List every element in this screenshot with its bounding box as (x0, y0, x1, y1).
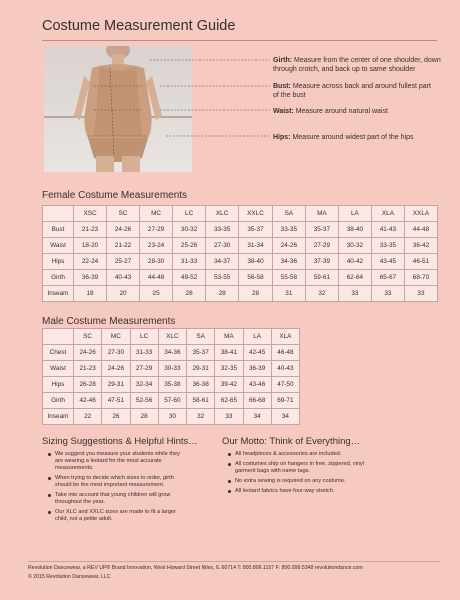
female-size-la: LA (338, 206, 371, 222)
table-cell: 34 (271, 409, 299, 425)
table-cell: 25-26 (173, 238, 206, 254)
footer-divider (28, 561, 440, 562)
female-size-mc: MC (140, 206, 173, 222)
table-cell: 37-39 (305, 254, 338, 270)
table-cell: 36-42 (404, 238, 437, 254)
list-item: Take into account that young children will grow throughout the year. (48, 492, 180, 506)
table-cell: 34-36 (272, 254, 305, 270)
table-cell: 21-23 (74, 361, 102, 377)
table-cell: 46-48 (271, 345, 299, 361)
table-cell: 55-58 (272, 270, 305, 286)
table-cell: 43-45 (371, 254, 404, 270)
table-cell: 26 (102, 409, 130, 425)
table-row (43, 270, 438, 286)
female-size-xla: XLA (371, 206, 404, 222)
table-cell: 33 (404, 286, 437, 302)
male-size-sc: SC (74, 329, 102, 345)
table-cell: 49-52 (173, 270, 206, 286)
table-cell: 36-38 (187, 377, 215, 393)
male-size-mc: MC (102, 329, 130, 345)
table-cell: 24-26 (107, 222, 140, 238)
table-cell: 28 (239, 286, 273, 302)
female-size-xsc: XSC (74, 206, 107, 222)
table-cell: 47-50 (271, 377, 299, 393)
list-item: All headpieces & accessories are included. (228, 451, 378, 458)
list-item: We suggest you measure your students while they are wearing a leotard for the most accurate measurements. (48, 451, 180, 472)
female-size-header (43, 206, 438, 222)
male-row-label: Hips (43, 377, 74, 393)
table-cell: 22-24 (74, 254, 107, 270)
male-row-label: Waist (43, 361, 74, 377)
list-item: No extra sewing is required on any costume. (228, 478, 378, 485)
female-size-sa: SA (272, 206, 305, 222)
table-cell: 44-48 (404, 222, 437, 238)
male-table-title: Male Costume Measurements (42, 316, 176, 327)
table-row (43, 345, 300, 361)
table-cell: 20 (107, 286, 140, 302)
table-cell: 38-40 (338, 222, 371, 238)
male-size-sa: SA (187, 329, 215, 345)
table-cell: 39-42 (215, 377, 243, 393)
table-cell: 32-35 (215, 361, 243, 377)
table-cell: 24-26 (102, 361, 130, 377)
table-row (43, 238, 438, 254)
male-size-la: LA (243, 329, 271, 345)
table-row (43, 254, 438, 270)
female-size-ma: MA (305, 206, 338, 222)
female-size-sc: SC (107, 206, 140, 222)
table-cell: 40-43 (107, 270, 140, 286)
male-row-label: Girth (43, 393, 74, 409)
footer-copyright: © 2015 Revolution Dancewear, LLC (28, 574, 111, 580)
table-cell: 23-24 (140, 238, 173, 254)
table-cell: 31-33 (130, 345, 158, 361)
male-size-xla: XLA (271, 329, 299, 345)
table-cell: 28-30 (140, 254, 173, 270)
table-cell: 69-71 (271, 393, 299, 409)
table-cell: 33-35 (371, 238, 404, 254)
table-cell: 28 (206, 286, 239, 302)
table-cell: 21-23 (74, 222, 107, 238)
table-cell: 26-28 (74, 377, 102, 393)
table-row (43, 222, 438, 238)
table-cell: 30-32 (338, 238, 371, 254)
female-row-label: Bust (43, 222, 74, 238)
male-size-header (43, 329, 300, 345)
table-cell: 27-30 (206, 238, 239, 254)
table-cell: 41-43 (371, 222, 404, 238)
bust-note: Bust: Measure across back and around fullest part of the bust (273, 83, 431, 99)
motto-title: Our Motto: Think of Everything… (222, 436, 361, 447)
table-cell: 32-34 (130, 377, 158, 393)
waist-note: Waist: Measure around natural waist (273, 108, 388, 115)
table-cell: 25-27 (107, 254, 140, 270)
table-cell: 31-34 (239, 238, 273, 254)
table-cell: 29-31 (102, 377, 130, 393)
table-cell: 44-48 (140, 270, 173, 286)
table-cell: 33-35 (272, 222, 305, 238)
table-cell: 27-30 (102, 345, 130, 361)
table-cell: 42-45 (243, 345, 271, 361)
hints-list (48, 451, 180, 526)
male-size-xlc: XLC (158, 329, 186, 345)
female-measurements-table (42, 205, 438, 302)
model-figure (44, 46, 192, 172)
table-cell: 28 (173, 286, 206, 302)
table-cell: 25 (140, 286, 173, 302)
table-cell: 68-70 (404, 270, 437, 286)
table-cell: 58-61 (187, 393, 215, 409)
female-row-label: Inseam (43, 286, 74, 302)
table-cell: 32 (187, 409, 215, 425)
female-size-xlc: XLC (206, 206, 239, 222)
girth-note: Girth: Measure from the center of one shoulder, down through crotch, and back up to same shoulder (273, 57, 441, 73)
table-cell: 34 (243, 409, 271, 425)
table-cell: 46-51 (404, 254, 437, 270)
male-size-lc: LC (130, 329, 158, 345)
male-measurements-table (42, 328, 300, 425)
table-cell: 31 (272, 286, 305, 302)
table-cell: 66-68 (243, 393, 271, 409)
title-divider (42, 40, 437, 41)
table-cell: 40-43 (271, 361, 299, 377)
list-item: All costumes ship on hangers in free, zippered, vinyl garment bags with name tags. (228, 461, 378, 475)
table-cell: 18-20 (74, 238, 107, 254)
table-cell: 36-39 (74, 270, 107, 286)
table-cell: 33-35 (206, 222, 239, 238)
list-item: Our XLC and XXLC sizes are made to fit a larger child, not a petite adult. (48, 509, 180, 523)
hints-title: Sizing Suggestions & Helpful Hints… (42, 436, 198, 447)
table-cell: 35-38 (158, 377, 186, 393)
corner-cell (43, 206, 74, 222)
table-cell: 43-46 (243, 377, 271, 393)
corner-cell (43, 329, 74, 345)
table-cell: 21-22 (107, 238, 140, 254)
table-cell: 27-29 (140, 222, 173, 238)
table-cell: 31-33 (173, 254, 206, 270)
table-row (43, 286, 438, 302)
male-row-label: Inseam (43, 409, 74, 425)
list-item: All leotard fabrics have four-way stretch. (228, 488, 378, 495)
table-cell: 62-64 (338, 270, 371, 286)
table-cell: 30-33 (158, 361, 186, 377)
hips-note: Hips: Measure around widest part of the hips (273, 134, 414, 141)
table-cell: 24-26 (272, 238, 305, 254)
table-row (43, 361, 300, 377)
table-cell: 29-31 (187, 361, 215, 377)
table-cell: 28 (130, 409, 158, 425)
table-cell: 47-51 (102, 393, 130, 409)
table-cell: 38-40 (239, 254, 273, 270)
table-cell: 24-26 (74, 345, 102, 361)
table-cell: 42-46 (74, 393, 102, 409)
footer-address: Revolution Dancewear, a REV UP® Brand Innovation, West Howard Street Niles, IL 60714 T: 800.806.1157 F: 800.999.5348 revolutiondance.com (28, 565, 363, 571)
table-cell: 56-58 (239, 270, 273, 286)
table-cell: 59-61 (305, 270, 338, 286)
female-row-label: Waist (43, 238, 74, 254)
table-cell: 18 (74, 286, 107, 302)
female-size-xxlc: XXLC (239, 206, 273, 222)
table-cell: 62-65 (215, 393, 243, 409)
table-cell: 35-37 (305, 222, 338, 238)
table-cell: 35-37 (187, 345, 215, 361)
list-item: When trying to decide which sizes to order, girth should be the most important measurement. (48, 475, 180, 489)
table-cell: 34-36 (158, 345, 186, 361)
table-row (43, 377, 300, 393)
table-cell: 33 (371, 286, 404, 302)
table-cell: 30-32 (173, 222, 206, 238)
table-cell: 57-60 (158, 393, 186, 409)
table-cell: 30 (158, 409, 186, 425)
table-cell: 65-67 (371, 270, 404, 286)
table-cell: 34-37 (206, 254, 239, 270)
table-cell: 36-39 (243, 361, 271, 377)
page-title: Costume Measurement Guide (42, 18, 236, 34)
table-cell: 22 (74, 409, 102, 425)
table-cell: 53-55 (206, 270, 239, 286)
table-row (43, 393, 300, 409)
male-size-ma: MA (215, 329, 243, 345)
female-size-xxla: XXLA (404, 206, 437, 222)
female-table-title: Female Costume Measurements (42, 190, 188, 201)
female-size-lc: LC (173, 206, 206, 222)
table-cell: 27-29 (305, 238, 338, 254)
male-row-label: Chest (43, 345, 74, 361)
table-cell: 40-42 (338, 254, 371, 270)
motto-list (228, 451, 378, 498)
table-cell: 52-56 (130, 393, 158, 409)
table-row (43, 409, 300, 425)
female-row-label: Girth (43, 270, 74, 286)
model-photo (44, 46, 192, 172)
female-row-label: Hips (43, 254, 74, 270)
table-cell: 32 (305, 286, 338, 302)
table-cell: 33 (215, 409, 243, 425)
table-cell: 33 (338, 286, 371, 302)
table-cell: 38-41 (215, 345, 243, 361)
table-cell: 27-29 (130, 361, 158, 377)
table-cell: 35-37 (239, 222, 273, 238)
